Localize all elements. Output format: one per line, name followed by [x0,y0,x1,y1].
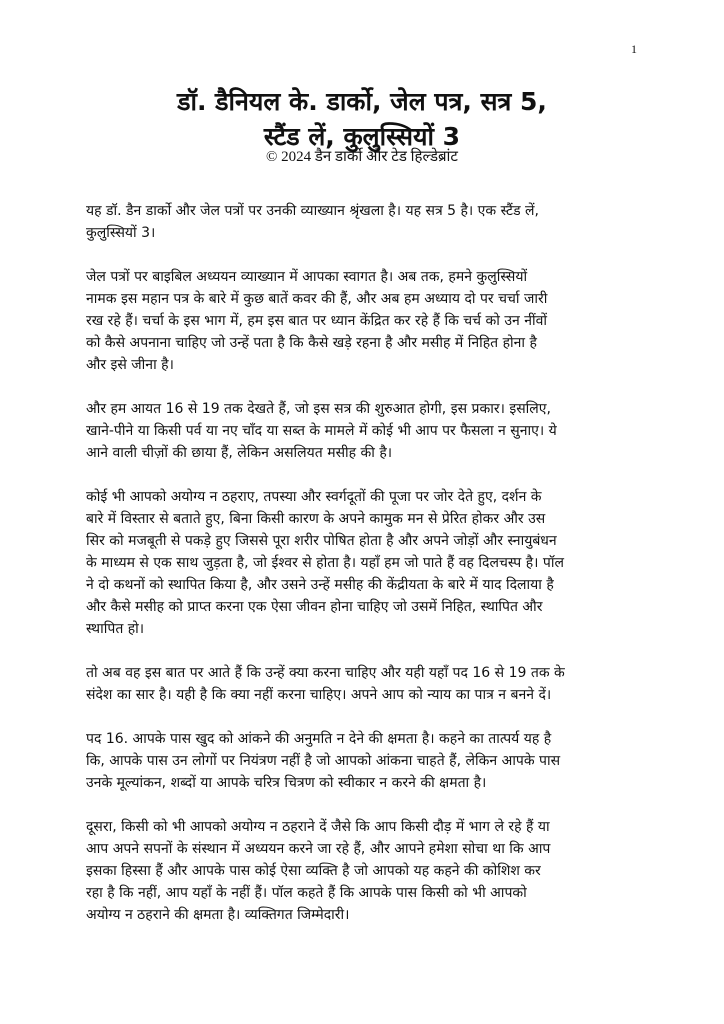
paragraph-line: कुलुस्सियों 3। [86,225,156,241]
paragraph-line: नामक इस महान पत्र के बारे में कुछ बातें कवर की हैं, और अब हम अध्याय दो पर चर्चा जारी [86,291,548,307]
paragraph [86,398,666,464]
paragraph-line: रख रहे हैं। चर्चा के इस भाग में, हम इस बात पर ध्यान केंद्रित कर रहे हैं कि चर्च को उन नींवों [86,313,548,329]
paragraph-line: पद 16. आपके पास खुद को आंकने की अनुमति न देने की क्षमता है। कहने का तात्पर्य यह है [86,731,552,747]
paragraph [86,662,666,706]
paragraph-line: इसका हिस्सा हैं और आपके पास कोई ऐसा व्यक्ति है जो आपको यह कहने की कोशिश कर [86,863,541,879]
paragraph-line: के माध्यम से एक साथ जुड़ता है, जो ईश्वर से होता है। यहाँ हम जो पाते हैं वह दिलचस्प है। पॉल [86,555,564,571]
paragraph-line: संदेश का सार है। यही है कि क्या नहीं करना चाहिए। अपने आप को न्याय का पात्र न बनने दें। [86,687,552,703]
title-line: डॉ. डैनियल के. डार्को, जेल पत्र, सत्र 5, [177,87,547,116]
paragraph-line: रहा है कि नहीं, आप यहाँ के नहीं हैं। पॉल कहते हैं कि आपके पास किसी को भी आपको [86,885,527,901]
document-body [86,200,666,948]
copyright-line: © 2024 डैन डार्को और टेड हिल्डेब्रांट [265,149,458,165]
paragraph-line: तो अब वह इस बात पर आते हैं कि उन्हें क्या करना चाहिए और यही यहाँ पद 16 से 19 तक के [86,665,565,681]
paragraph-line: और इसे जीना है। [86,357,174,373]
title-line: स्टैंड लें, कुलुस्सियों 3 [263,122,461,151]
paragraph-line: बारे में विस्तार से बताते हुए, बिना किसी कारण के अपने कामुक मन से प्रेरित होकर और उस [86,511,546,527]
paragraph-line: दूसरा, किसी को भी आपको अयोग्य न ठहराने दें जैसे कि आप किसी दौड़ में भाग ले रहे हैं या [86,819,550,835]
paragraph-line: स्थापित हो। [86,621,145,637]
paragraph [86,200,666,244]
paragraph-line: आप अपने सपनों के संस्थान में अध्ययन करने जा रहे हैं, और आपने हमेशा सोचा था कि आप [86,841,551,857]
page-number: 1 [631,42,637,56]
paragraph-line: अयोग्य न ठहराने की क्षमता है। व्यक्तिगत जिम्मेदारी। [86,907,350,923]
paragraph-line: और कैसे मसीह को प्राप्त करना एक ऐसा जीवन होना चाहिए जो उसमें निहित, स्थापित और [86,599,543,615]
paragraph-line: कि, आपके पास उन लोगों पर नियंत्रण नहीं है जो आपको आंकना चाहते हैं, लेकिन आपके पास [86,753,561,769]
paragraph-line: खाने-पीने या किसी पर्व या नए चाँद या सब्त के मामले में कोई भी आप पर फैसला न सुनाए। ये [86,423,557,439]
paragraph-line: को कैसे अपनाना चाहिए जो उन्हें पता है कि कैसे खड़े रहना है और मसीह में निहित होना है [86,335,537,351]
paragraph-line: जेल पत्रों पर बाइबिल अध्ययन व्याख्यान में आपका स्वागत है। अब तक, हमने कुलुस्सियों [86,269,528,285]
paragraph-line: और हम आयत 16 से 19 तक देखते हैं, जो इस सत्र की शुरुआत होगी, इस प्रकार। इसलिए, [86,401,551,417]
paragraph-line: आने वाली चीज़ों की छाया हैं, लेकिन असलियत मसीह की है। [86,445,393,461]
document-title [0,84,724,154]
paragraph [86,728,666,794]
paragraph [86,266,666,376]
paragraph-line: ने दो कथनों को स्थापित किया है, और उसने उन्हें मसीह की केंद्रीयता के बारे में याद दिलाया है [86,577,554,593]
paragraph [86,486,666,640]
paragraph-line: उनके मूल्यांकन, शब्दों या आपके चरित्र चित्रण को स्वीकार न करने की क्षमता है। [86,775,487,791]
paragraph-line: सिर को मजबूती से पकड़े हुए जिससे पूरा शरीर पोषित होता है और अपने जोड़ों और स्नायुबंधन [86,533,557,549]
paragraph-line: यह डॉ. डैन डार्को और जेल पत्रों पर उनकी व्याख्यान श्रृंखला है। यह सत्र 5 है। एक स्टैंड लें, [86,203,539,219]
paragraph-line: कोई भी आपको अयोग्य न ठहराए, तपस्या और स्वर्गदूतों की पूजा पर जोर देते हुए, दर्शन के [86,489,542,505]
paragraph [86,816,666,926]
